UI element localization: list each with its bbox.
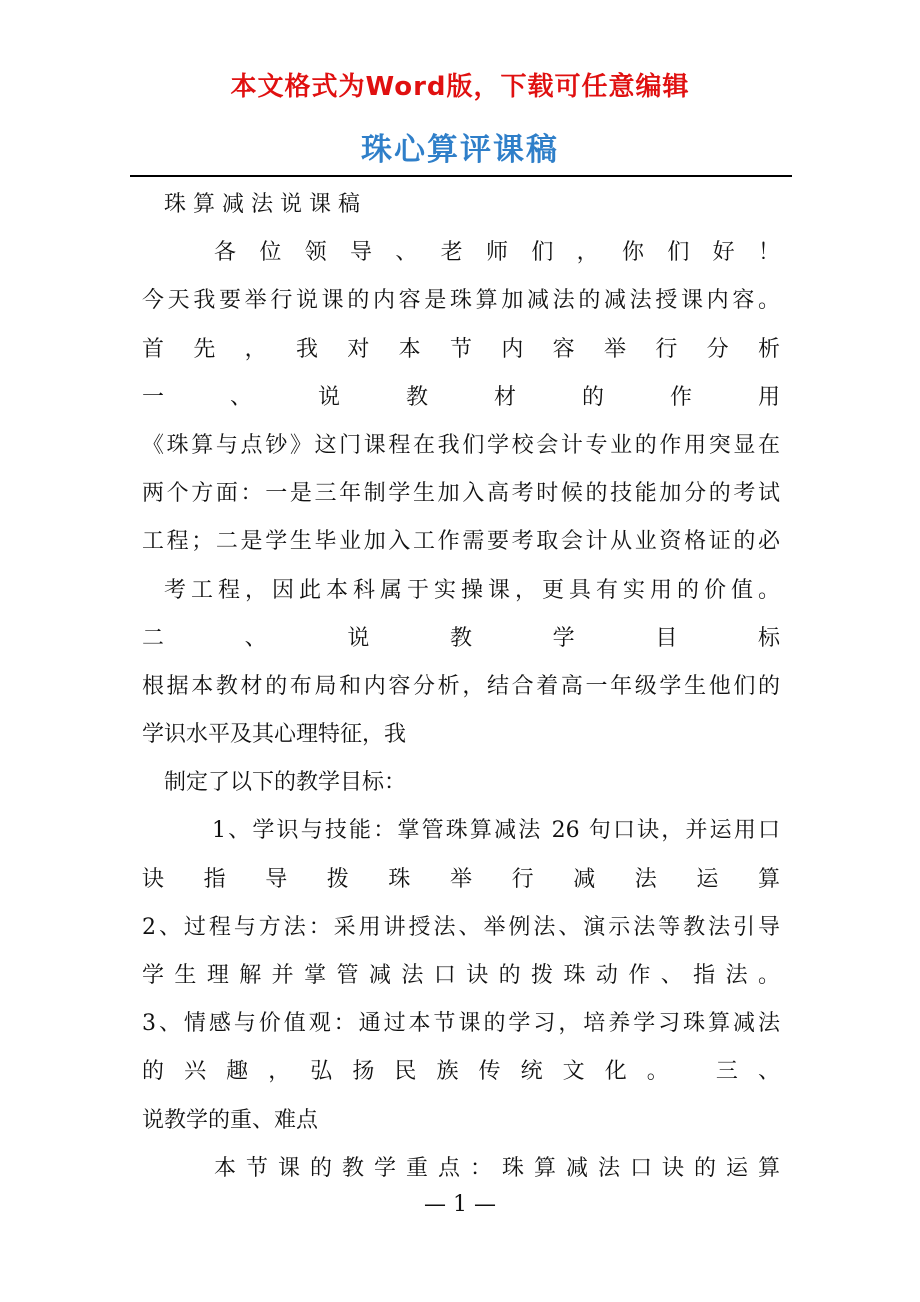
paragraph-line: 学识水平及其心理特征，我 [142, 722, 407, 748]
paragraph-line: 1、学识与技能：掌管珠算减法 26 句口诀，并运用口 [212, 818, 780, 844]
paragraph-line: 二 、 说 教 学 目 标 [142, 625, 780, 651]
paragraph-line: 说教学的重、难点 [142, 1107, 319, 1133]
download-banner: 本文格式为Word版，下载可任意编辑 [230, 72, 690, 102]
paragraph-line: 今天我要举行说课的内容是珠算加减法的减法授课内容。 [142, 288, 780, 314]
paragraph-line: 一 、 说 教 材 的 作 用 [142, 384, 780, 410]
paragraph-line: 工程；二是学生毕业加入工作需要考取会计从业资格证的必 [142, 529, 780, 555]
paragraph-line: 本 节 课 的 教 学 重 点 ： 珠 算 减 法 口 诀 的 运 算 [214, 1155, 780, 1181]
paragraph-line: 首 先 ， 我 对 本 节 内 容 举 行 分 析 [142, 336, 780, 362]
document-body [142, 181, 780, 1193]
paragraph-line: 考工程，因此本科属于实操课，更具有实用的价值。 [164, 577, 780, 603]
document-title: 珠心算评课稿 [361, 132, 559, 168]
paragraph-line: 的兴趣，弘扬民族传统文化。 三、 [142, 1059, 780, 1085]
paragraph-line: 两个方面：一是三年制学生加入高考时候的技能加分的考试 [142, 481, 780, 507]
paragraph-line: 3、情感与价值观：通过本节课的学习，培养学习珠算减法 [142, 1011, 780, 1037]
title-divider [130, 175, 792, 177]
paragraph-line: 学 生 理 解 并 掌 管 减 法 口 诀 的 拨 珠 动 作 、 指 法 。 [142, 963, 780, 988]
paragraph-line: 各 位 领 导 、 老 师 们 ， 你 们 好 ！ [214, 240, 780, 266]
paragraph-line: 根据本教材的布局和内容分析，结合着高一年级学生他们的 [142, 673, 780, 699]
paragraph-line: 诀 指 导 拨 珠 举 行 减 法 运 算 [142, 866, 780, 892]
paragraph-line: 制定了以下的教学目标： [164, 770, 407, 796]
paragraph-line: 《珠算与点钞》这门课程在我们学校会计专业的作用突显在 [142, 432, 780, 458]
paragraph-line: 2、过程与方法：采用讲授法、举例法、演示法等教法引导 [142, 914, 780, 940]
paragraph-line: 珠 算 减 法 说 课 稿 [164, 192, 360, 217]
page-number: — 1 — [424, 1192, 496, 1217]
